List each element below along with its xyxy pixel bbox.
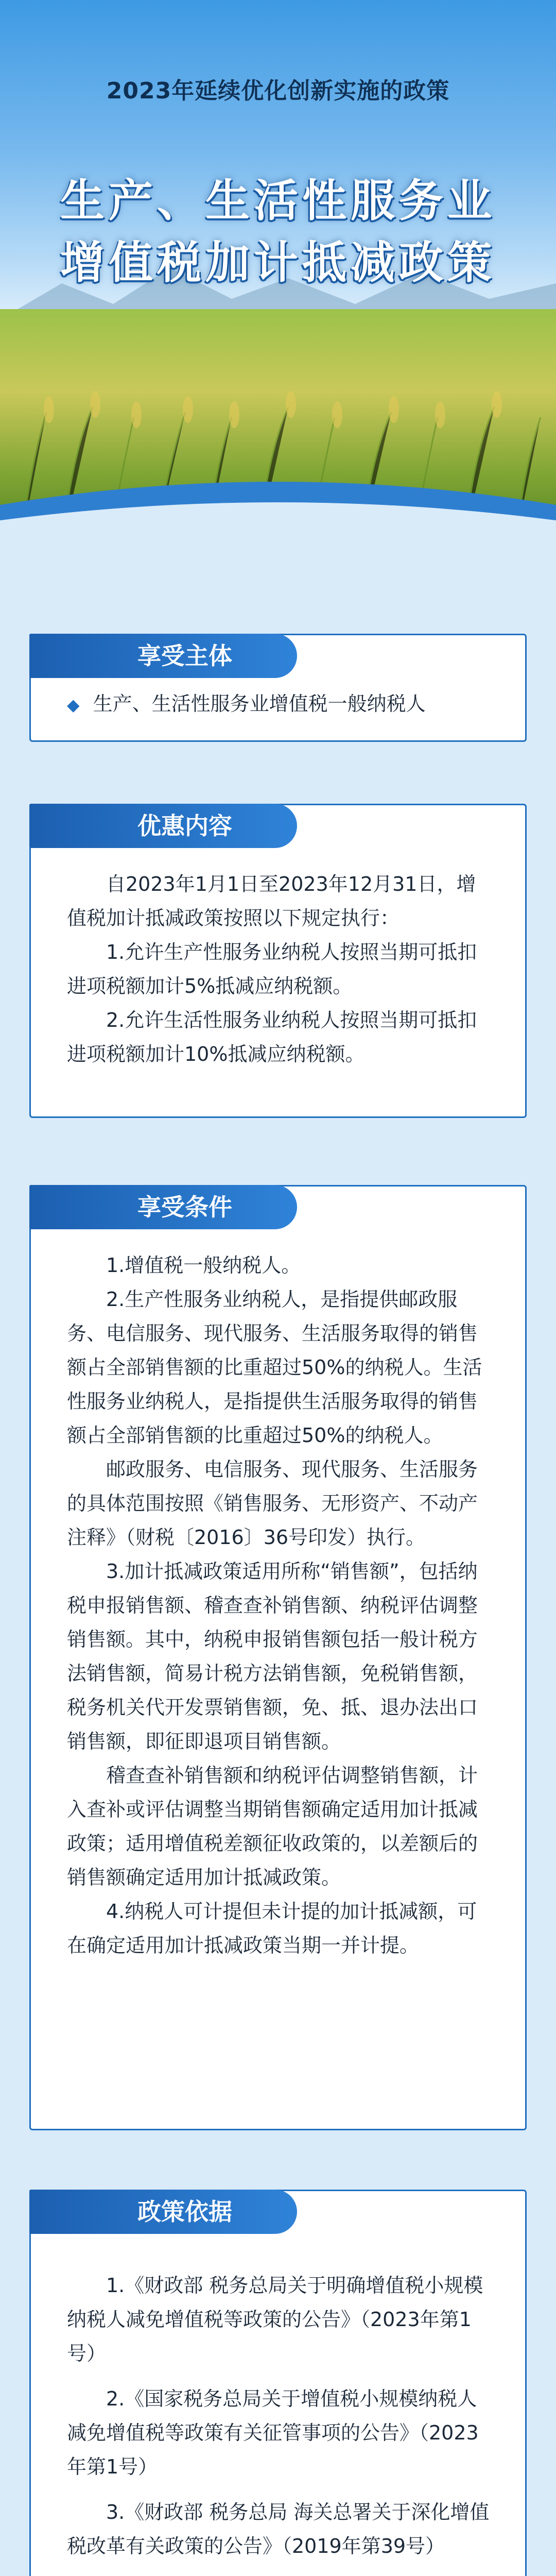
paragraph: 3.《财政部 税务总局 海关总署关于深化增值税改革有关政策的公告》（2019年第39号）: [67, 2501, 490, 2557]
hero-title-line-2: 增值税加计抵减政策: [60, 237, 496, 289]
paragraph: 2.生产性服务业纳税人，是指提供邮政服务、电信服务、现代服务、生活服务取得的销售额占全部销售额的比重超过50%的纳税人。生活性服务业纳税人，是指提供生活服务取得的销售额占全部销售额的比重超过50%的纳税人。: [67, 1288, 482, 1447]
eligible-subject-card: [29, 634, 527, 742]
hero-title-line-1: 生产、生活性服务业: [60, 175, 496, 227]
section-body: [67, 867, 494, 1071]
section-heading: 享受主体: [29, 634, 297, 678]
diamond-icon: ◆: [67, 695, 80, 715]
paragraph: 稽查查补销售额和纳税评估调整销售额，计入查补或评估调整当期销售额确定适用加计抵减政策；适用增值税差额征收政策的，以差额后的销售额确定适用加计抵减政策。: [67, 1764, 478, 1889]
paragraph: 2.《国家税务总局关于增值税小规模纳税人减免增值税等政策有关征管事项的公告》（2023年第1号）: [67, 2387, 479, 2478]
section-body: [67, 1248, 494, 1962]
section-body: [67, 687, 494, 722]
hero-banner: [0, 0, 556, 546]
hero-subtitle: 2023年延续优化创新实施的政策: [106, 78, 450, 104]
paragraph: 1.允许生产性服务业纳税人按照当期可抵扣进项税额加计5%抵减应纳税额。: [67, 941, 477, 997]
paragraph: 1.增值税一般纳税人。: [106, 1254, 301, 1277]
policy-basis-card: [29, 2190, 527, 2576]
paragraph: 1.《财政部 税务总局关于明确增值税小规模纳税人减免增值税等政策的公告》（2023年第1号）: [67, 2274, 483, 2365]
rice-field-illustration: [0, 309, 556, 546]
section-body: [67, 2268, 494, 2576]
paragraph: 邮政服务、电信服务、现代服务、生活服务的具体范围按照《销售服务、无形资产、不动产注释》（财税〔2016〕36号印发）执行。: [67, 1458, 478, 1549]
paragraph: 4.纳税人可计提但未计提的加计抵减额，可在确定适用加计抵减政策当期一并计提。: [67, 1900, 477, 1957]
list-item: ◆ 生产、生活性服务业增值税一般纳税人: [67, 687, 494, 722]
eligibility-conditions-card: [29, 1185, 527, 2130]
paragraph: 2.允许生活性服务业纳税人按照当期可抵扣进项税额加计10%抵减应纳税额。: [67, 1009, 477, 1065]
paragraph: 自2023年1月1日至2023年12月31日，增值税加计抵减政策按照以下规定执行：: [67, 873, 476, 929]
section-heading: 优惠内容: [29, 804, 297, 848]
paragraph: 3.加计抵减政策适用所称“销售额”，包括纳税申报销售额、稽查查补销售额、纳税评估调整销售额。其中，纳税申报销售额包括一般计税方法销售额，简易计税方法销售额，免税销售额，税务机关代开发票销售额，免、抵、退办法出口销售额，即征即退项目销售额。: [67, 1560, 478, 1753]
section-heading: 政策依据: [29, 2190, 297, 2234]
preferential-content-card: [29, 804, 527, 1118]
section-heading: 享受条件: [29, 1185, 297, 1229]
